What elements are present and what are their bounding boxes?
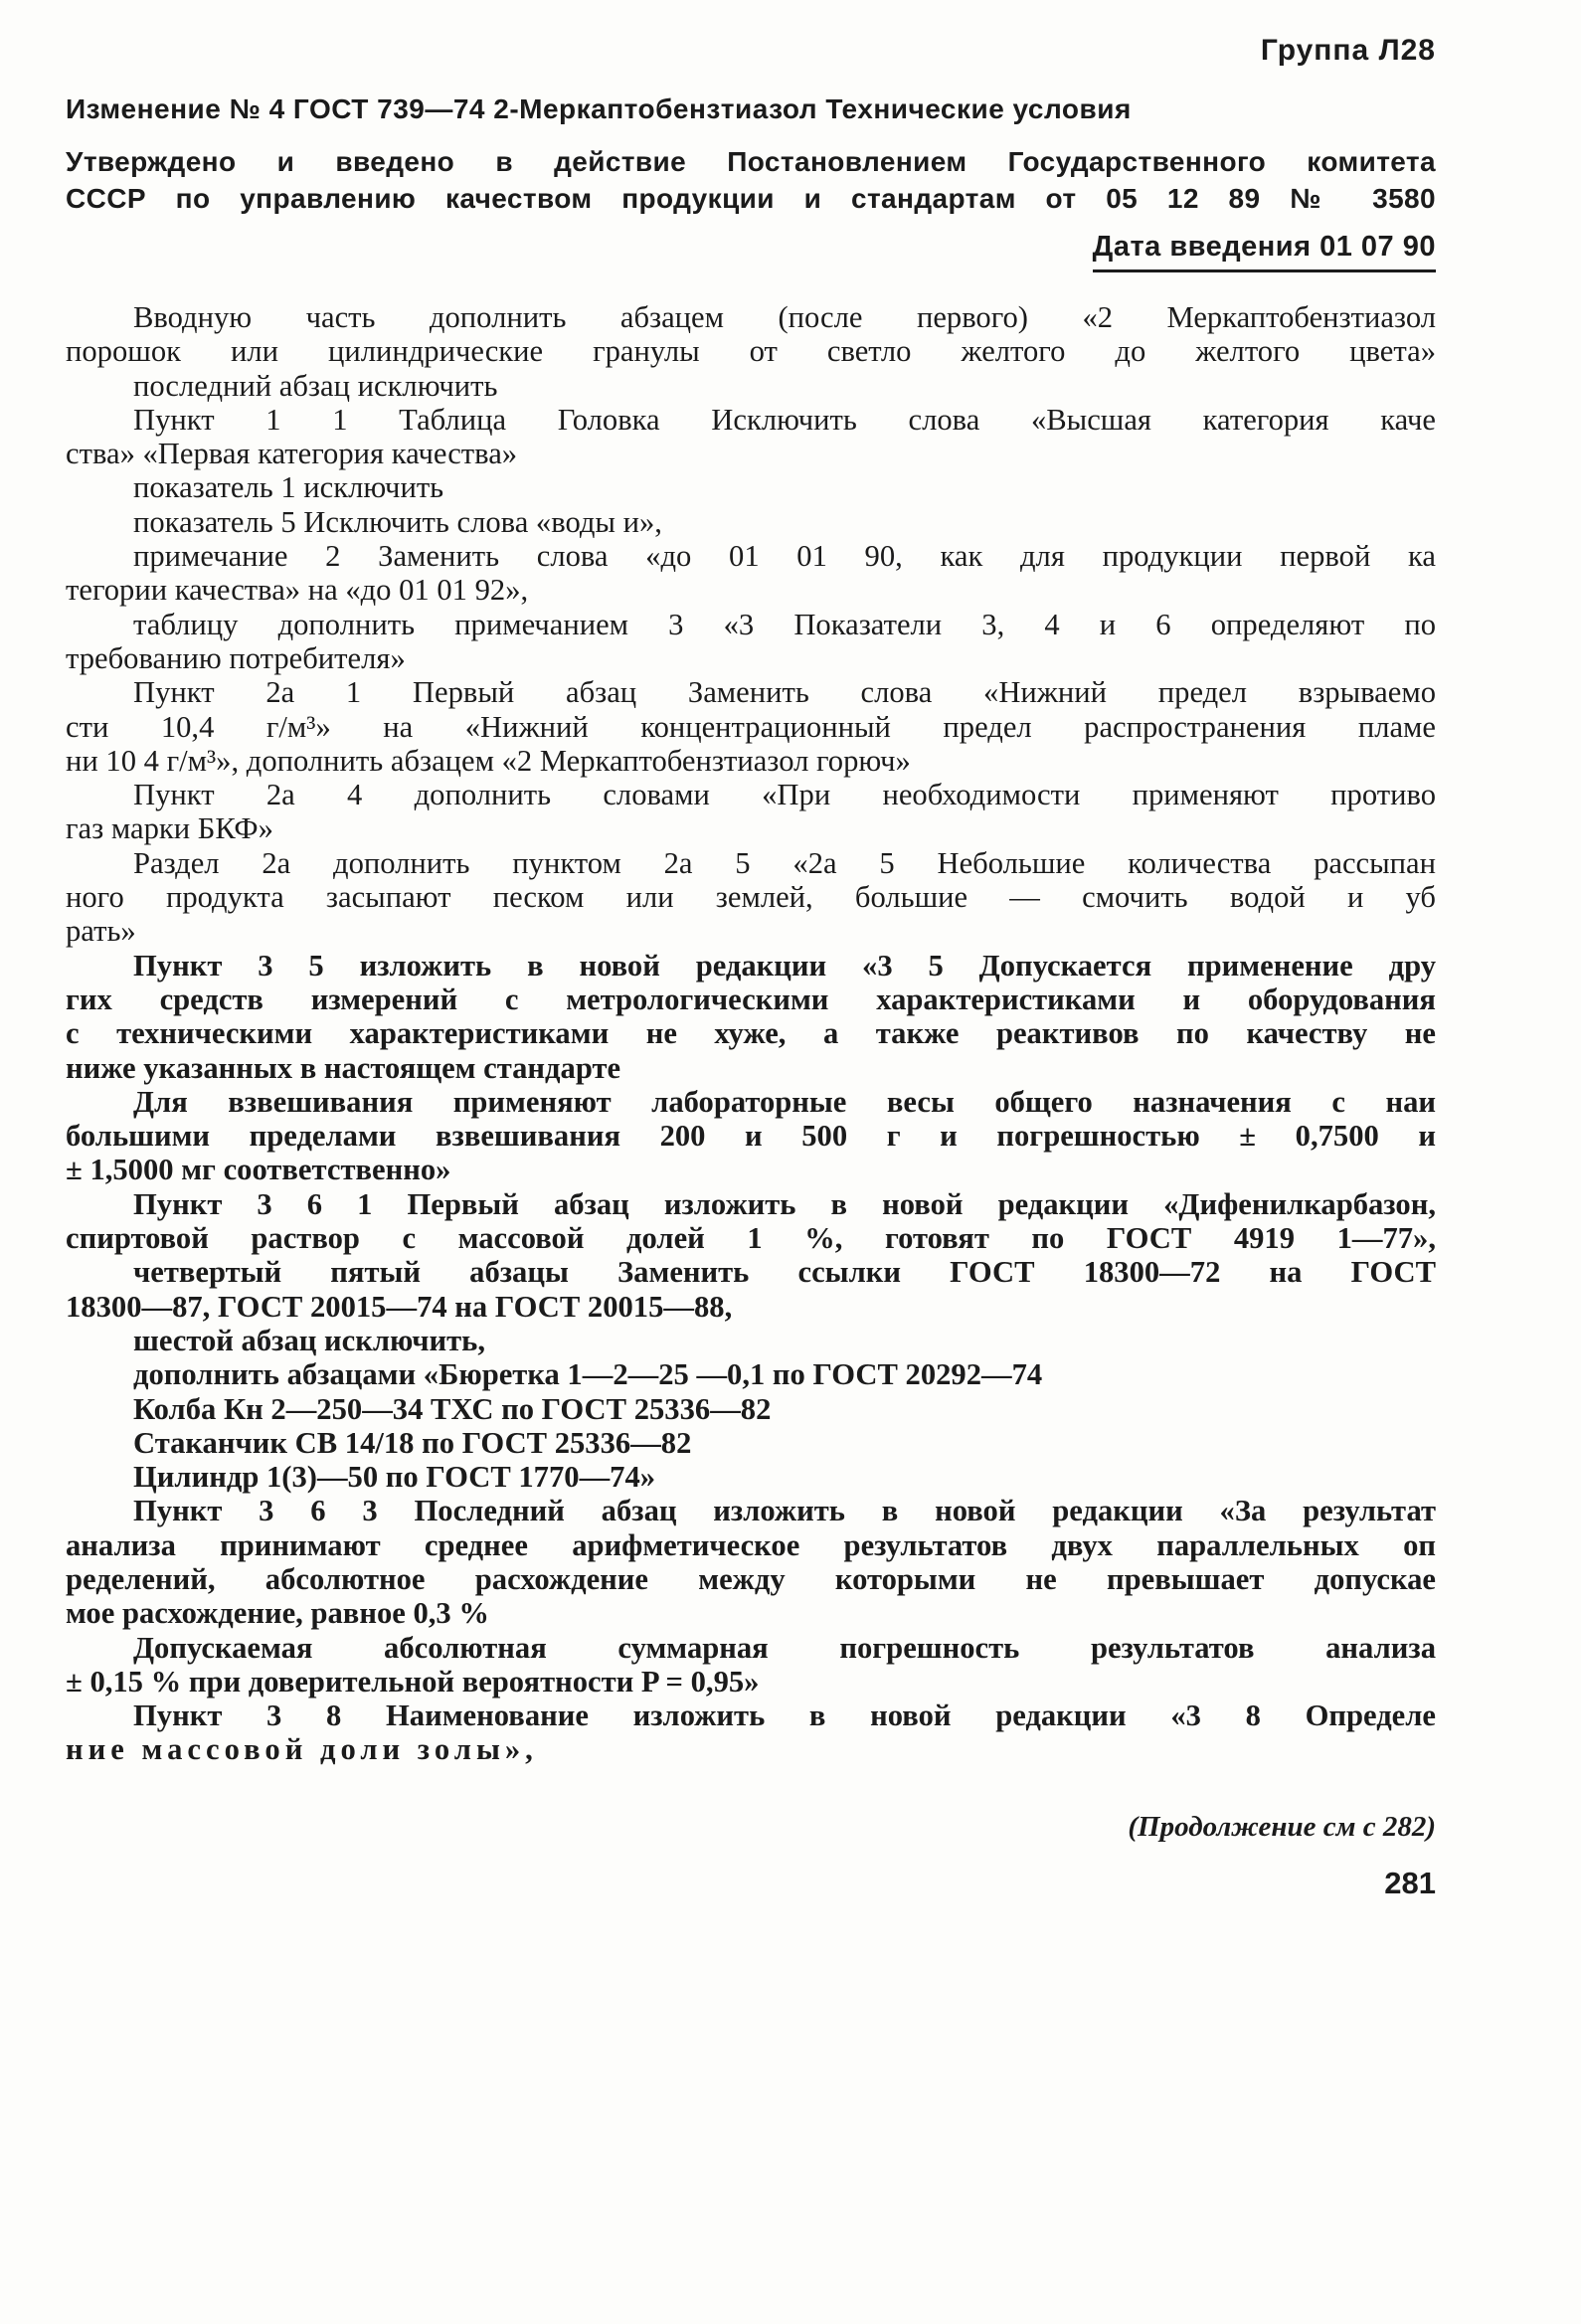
text-line: Пункт 3 8 Наименование изложить в новой редакции «3 8 Определе bbox=[133, 1698, 1436, 1733]
text-line: показатель 1 исключить bbox=[133, 470, 444, 505]
date-row bbox=[66, 231, 1436, 272]
text-line: большими пределами взвешивания 200 и 500 г и погрешностью ± 0,7500 и bbox=[66, 1119, 1436, 1154]
document-title: Изменение № 4 ГОСТ 739—74 2-Меркаптобензтиазол Технические условия bbox=[66, 93, 1132, 124]
text-line: ние массовой доли золы», bbox=[66, 1732, 538, 1767]
text-line: Пункт 2а 1 Первый абзац Заменить слова «Нижний предел взрываемо bbox=[133, 675, 1436, 710]
approval-line-1: Утверждено и введено в действие Постановлением Государственного комитета bbox=[66, 146, 1436, 177]
text-line: примечание 2 Заменить слова «до 01 01 90, как для продукции первой ка bbox=[133, 539, 1436, 574]
approval-line-2: СССР по управлению качеством продукции и стандартам от 05 12 89 № 3580 bbox=[66, 183, 1436, 214]
continuation-note: (Продолжение см с 282) bbox=[1128, 1810, 1436, 1843]
text-line: Допускаемая абсолютная суммарная погрешность результатов анализа bbox=[133, 1630, 1436, 1665]
text-line: ± 0,15 % при доверительной вероятности P = 0,95» bbox=[66, 1664, 760, 1698]
text-line: Пункт 3 5 изложить в новой редакции «3 5 Допускается применение дру bbox=[133, 948, 1436, 983]
text-line: анализа принимают среднее арифметическое результатов двух параллельных оп bbox=[66, 1527, 1436, 1562]
text-line: ства» «Первая категория качества» bbox=[66, 437, 518, 471]
text-line: 18300—87, ГОСТ 20015—74 на ГОСТ 20015—88, bbox=[66, 1289, 733, 1324]
text-line: порошок или цилиндрические гранулы от светло желтого до желтого цвета» bbox=[66, 334, 1436, 369]
amendment-text bbox=[66, 300, 1436, 1767]
text-line: показатель 5 Исключить слова «воды и», bbox=[133, 504, 662, 539]
text-line: ределений, абсолютное расхождение между которыми не превышает допускае bbox=[66, 1561, 1436, 1596]
text-line: спиртовой раствор с массовой долей 1 %, готовят по ГОСТ 4919 1—77», bbox=[66, 1221, 1436, 1256]
text-line: Пункт 3 6 3 Последний абзац изложить в новой редакции «За результат bbox=[133, 1494, 1436, 1528]
approval-statement bbox=[66, 143, 1436, 217]
text-line: Стаканчик СВ 14/18 по ГОСТ 25336—82 bbox=[133, 1425, 692, 1460]
text-line: газ марки БКФ» bbox=[66, 811, 273, 846]
text-line: Цилиндр 1(3)—50 по ГОСТ 1770—74» bbox=[133, 1460, 656, 1495]
text-line: Пункт 2а 4 дополнить словами «При необходимости применяют противо bbox=[133, 778, 1436, 812]
text-line: мое расхождение, равное 0,3 % bbox=[66, 1596, 489, 1631]
text-line: рать» bbox=[66, 914, 136, 949]
text-line: Вводную часть дополнить абзацем (после первого) «2 Меркаптобензтиазол bbox=[133, 300, 1436, 334]
text-line: ниже указанных в настоящем стандарте bbox=[66, 1050, 621, 1085]
group-code: Группа Л28 bbox=[1260, 34, 1436, 67]
text-line: шестой абзац исключить, bbox=[133, 1323, 485, 1357]
text-line: ни 10 4 г/м³», дополнить абзацем «2 Меркаптобензтиазол горюч» bbox=[66, 743, 911, 778]
text-line: Пункт 3 6 1 Первый абзац изложить в новой редакции «Дифенилкарбазон, bbox=[133, 1186, 1436, 1221]
text-line: Пункт 1 1 Таблица Головка Исключить слова «Высшая категория каче bbox=[133, 402, 1436, 437]
text-line: дополнить абзацами «Бюретка 1—2—25 —0,1 по ГОСТ 20292—74 bbox=[133, 1357, 1043, 1392]
text-line: с техническими характеристиками не хуже, а также реактивов по качеству не bbox=[66, 1016, 1436, 1051]
text-line: требованию потребителя» bbox=[66, 640, 406, 675]
text-line: Для взвешивания применяют лабораторные весы общего назначения с наи bbox=[133, 1084, 1436, 1119]
effective-date: Дата введения 01 07 90 bbox=[1093, 231, 1436, 272]
text-line: ного продукта засыпают песком или землей, большие — смочить водой и уб bbox=[66, 880, 1436, 915]
text-line: тегории качества» на «до 01 01 92», bbox=[66, 573, 529, 608]
page-number: 281 bbox=[1384, 1865, 1436, 1900]
text-line: гих средств измерений с метрологическими характеристиками и оборудования bbox=[66, 982, 1436, 1016]
text-line: Раздел 2а дополнить пунктом 2а 5 «2а 5 Небольшие количества рассыпан bbox=[133, 845, 1436, 880]
document-page bbox=[66, 34, 1436, 1901]
text-line: четвертый пятый абзацы Заменить ссылки ГОСТ 18300—72 на ГОСТ bbox=[133, 1255, 1436, 1290]
text-line: Колба Кн 2—250—34 ТХС по ГОСТ 25336—82 bbox=[133, 1391, 772, 1426]
text-line: сти 10,4 г/м³» на «Нижний концентрационный предел распространения пламе bbox=[66, 709, 1436, 744]
text-line: таблицу дополнить примечанием 3 «3 Показатели 3, 4 и 6 определяют по bbox=[133, 607, 1436, 641]
text-line: ± 1,5000 мг соответственно» bbox=[66, 1153, 451, 1187]
text-line: последний абзац исключить bbox=[133, 368, 498, 403]
